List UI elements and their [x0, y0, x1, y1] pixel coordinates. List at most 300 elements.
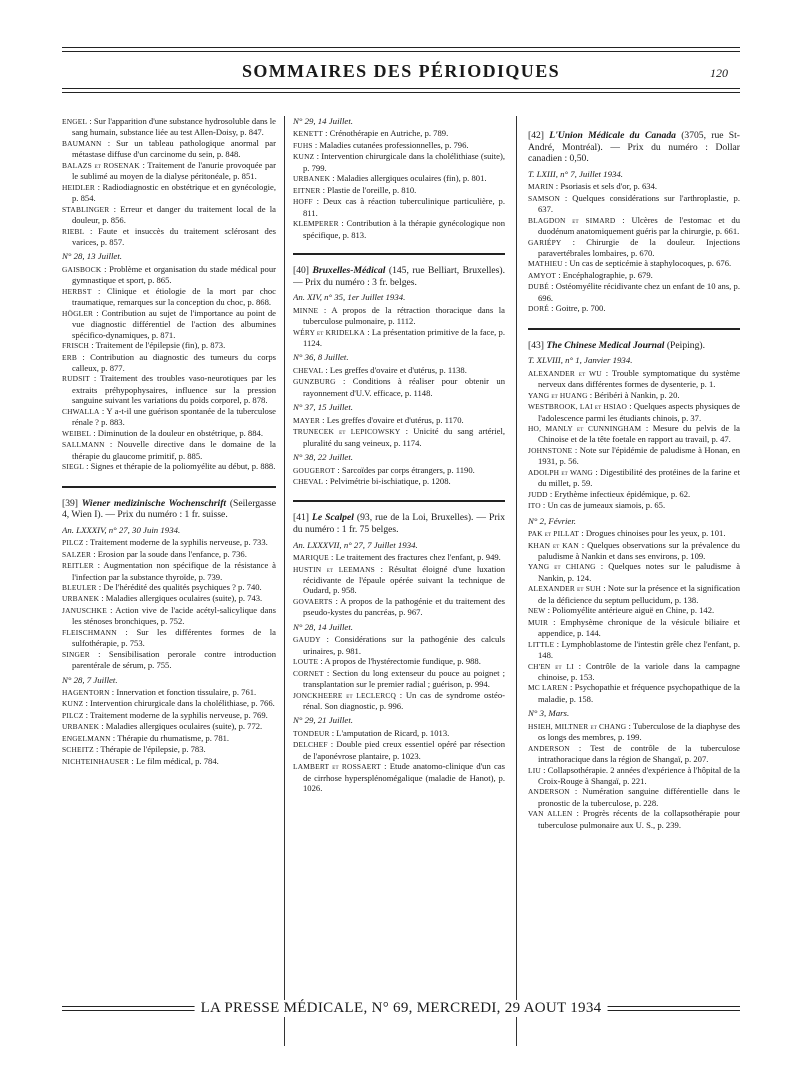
article-title: : Contribution au sujet de l'importance au point de vue diagnostic différentiel de l'action des albumines spécifico-dynamiques, p. 871. — [72, 307, 276, 340]
article-title: : Un cas de jumeaux siamois, p. 65. — [540, 500, 666, 511]
article-entry — [528, 281, 740, 303]
article-title: : Unicité du sang artériel, pluralité du sang veineux, p. 1174. — [303, 426, 505, 448]
issue-heading: N° 3, Mars. — [528, 708, 570, 719]
article-entry — [528, 489, 740, 500]
journal-name: L'Union Médicale du Canada — [549, 130, 676, 141]
article-entry — [293, 728, 505, 739]
entry-list — [293, 728, 505, 794]
article-author: LAMBERT et ROSSAERT — [293, 762, 381, 772]
article-title: : Le traitement des fractures chez l'enfant, p. 949. — [328, 552, 501, 563]
article-title: : Erreur et danger du traitement local de la douleur, p. 856. — [72, 203, 276, 226]
article-title: : Ostéomyélite récidivante chez un enfant de 10 ans, p. 696. — [538, 281, 740, 303]
article-author: CHEVAL — [293, 476, 324, 486]
article-entry — [293, 668, 505, 690]
article-entry — [62, 352, 276, 374]
article-entry — [293, 305, 505, 327]
article-author: ERB — [62, 352, 77, 362]
article-title: : Quelques considérations sur l'arthroplastie, p. 637. — [538, 192, 740, 215]
article-entry — [62, 182, 276, 204]
article-title: : Etude anatomo-clinique d'un cas de cirrhose hypersplénomégalique (maladie de Hanot), p. 1026. — [303, 761, 505, 794]
journal-heading-43 — [528, 340, 740, 352]
journal-name: The Chinese Medical Journal — [546, 339, 665, 351]
article-title: : Les greffes d'ovaire et d'utérus, p. 1170. — [320, 414, 464, 425]
article-title: : Résultat éloigné d'une luxation récidivante de l'épaule opérée suivant la technique de Oudard, p. 958. — [303, 563, 505, 596]
article-entry — [62, 537, 276, 548]
journal-details: (Seilergasse 4, Wien I). — Prix du numéro : 1 fr. suisse. — [62, 497, 276, 521]
entry-list — [528, 368, 740, 512]
article-title: : Considérations sur la pathogénie des calculs urinaires, p. 981. — [303, 634, 505, 656]
header-rule-top-2 — [62, 51, 740, 52]
article-title: : Action vive de l'acide acétyl-salicylique dans les sténoses bronchiques, p. 752. — [72, 604, 276, 627]
article-entry — [528, 540, 740, 562]
article-title: : Traitement moderne de la syphilis nerveuse, p. 733. — [83, 537, 268, 548]
issue-heading: N° 36, 8 Juillet. — [293, 352, 349, 363]
article-entry — [62, 204, 276, 226]
article-title: : Intervention chirurgicale dans la cholélithiase, p. 766. — [83, 698, 275, 709]
article-title: : Sur l'apparition d'une substance hydrosoluble dans le sang humain, substance liée au test Allen-Doisy, p. 847. — [72, 116, 276, 138]
column-separator-2 — [516, 116, 517, 1046]
article-title: : Quelques aspects physiques de l'adolescence parmi les étudiants chinois, p. 37. — [538, 401, 740, 423]
article-entry — [528, 368, 740, 390]
article-title: : Maladies allergiques oculaires (fin), p. 801. — [330, 173, 487, 184]
article-entry — [293, 128, 505, 139]
article-title: : Mesure du pelvis de la Chinoise et de la tête foetale en rapport au travail, p. 47. — [538, 422, 740, 445]
article-title: : Contrôle de la variole dans la campagne chinoise, p. 153. — [538, 660, 740, 682]
article-title: : Thérapie du rhumatisme, p. 781. — [110, 732, 230, 743]
article-author: WÉRY et KRIDELKA — [293, 327, 366, 337]
article-title: : Traitement de l'épilepsie (fin), p. 873. — [89, 340, 226, 351]
entry-list — [293, 305, 505, 349]
article-entry — [528, 500, 740, 511]
article-author: RUDSIT — [62, 374, 90, 384]
article-title: : De l'hérédité des qualités psychiques ? p. 740. — [96, 581, 262, 592]
article-entry — [293, 634, 505, 656]
entry-list — [293, 365, 505, 398]
article-title: : Thérapie de l'épilepsie, p. 783. — [93, 744, 206, 755]
section-separator — [293, 253, 505, 255]
article-entry — [293, 656, 505, 667]
article-author: URBANEK — [62, 594, 100, 604]
article-entry — [62, 116, 276, 138]
article-title: : Béribéri à Nankin, p. 20. — [587, 389, 680, 400]
article-entry — [528, 528, 740, 539]
article-author: FLEISCHMANN — [62, 627, 117, 637]
article-author: CHEVAL — [293, 365, 324, 375]
article-title: : Test de contrôle de la tuberculose intrathoracique dans la région de Shangaï, p. 207. — [538, 742, 740, 765]
article-title: : Un cas de syndrome ostéo-rénal. Son diagnostic, p. 996. — [303, 689, 505, 711]
article-author: HEIDLER — [62, 182, 96, 192]
article-author: KHAN et KAN — [528, 540, 579, 550]
article-entry — [528, 467, 740, 489]
article-entry — [528, 237, 740, 259]
issue-heading: N° 28, 14 Juillet. — [293, 621, 353, 632]
article-author: HÖGLER — [62, 308, 94, 318]
article-entry — [293, 327, 505, 349]
article-title: : Conditions à réaliser pour obtenir un rayonnement d'U.V. efficace, p. 1148. — [303, 376, 505, 398]
article-author: KLEMPERER — [293, 219, 339, 229]
entry-list — [62, 116, 276, 247]
article-author: YANG et HUANG — [528, 390, 588, 400]
article-entry — [62, 226, 276, 248]
article-author: BLAGDON et SIMARD — [528, 215, 616, 225]
section-separator — [528, 328, 740, 330]
article-title: : Psychopathie et fréquence psychopathique de la maladie, p. 158. — [538, 682, 740, 704]
article-entry — [293, 173, 505, 184]
article-title: : A propos de la rétraction thoracique dans la tuberculose pulmonaire, p. 1112. — [303, 304, 505, 327]
article-entry — [293, 476, 505, 487]
article-author: NICHTEINHAUSER — [62, 756, 130, 766]
article-author: KENETT — [293, 129, 323, 139]
article-entry — [62, 373, 276, 405]
article-entry — [62, 756, 276, 767]
article-title: : A propos de la pathogénie et du traitement des pseudo-kystes du pancréas, p. 967. — [303, 595, 505, 618]
article-entry — [528, 445, 740, 467]
header-rule-top — [62, 47, 740, 48]
article-author: WESTBROOK, LAI et HSIAO — [528, 402, 628, 412]
article-entry — [293, 739, 505, 761]
article-author: AMYOT — [528, 270, 557, 280]
article-author: FRISCH — [62, 341, 90, 351]
article-author: CH'EN et LI — [528, 661, 574, 671]
article-author: JOHNSTONE — [528, 445, 573, 455]
article-author: URBANEK — [62, 722, 100, 732]
issue-heading: T. LXIII, n° 7, Juillet 1934. — [528, 168, 623, 179]
article-title: : Diminution de la douleur en obstétrique, p. 884. — [91, 427, 263, 438]
article-author: SAMSON — [528, 193, 561, 203]
article-entry — [62, 549, 276, 560]
journal-details: (Peiping). — [664, 339, 705, 351]
issue-heading: N° 2, Février. — [528, 515, 576, 526]
article-author: BALAZS et ROSENAK — [62, 160, 140, 170]
article-entry — [528, 765, 740, 787]
article-title: : A propos de l'hystérectomie fundique, p. 988. — [318, 656, 481, 667]
journal-name: Bruxelles-Médical — [312, 264, 386, 276]
article-entry — [293, 376, 505, 398]
article-author: JUDD — [528, 489, 548, 499]
article-author: HERBST — [62, 286, 92, 296]
article-title: : Poliomyélite antérieure aiguë en Chine, p. 142. — [545, 605, 715, 616]
article-author: HOFF — [293, 197, 313, 207]
entry-list — [528, 721, 740, 831]
article-title: : Sarcoïdes par corps étrangers, p. 1190. — [335, 464, 475, 475]
article-author: HSIEH, MILTNER et CHANG — [528, 721, 627, 731]
article-title: : Les greffes d'ovaire et d'utérus, p. 1138. — [323, 364, 467, 375]
article-entry — [293, 151, 505, 173]
article-entry — [293, 218, 505, 240]
article-entry — [528, 639, 740, 661]
article-entry — [62, 160, 276, 182]
article-author: SIEGL — [62, 462, 84, 472]
article-author: MC LAREN — [528, 683, 568, 693]
article-entry — [62, 721, 276, 732]
article-title: : Problème et organisation du stade médical pour gymnastique et sport, p. 865. — [72, 263, 276, 286]
article-author: HUSTIN et LEEMANS — [293, 564, 375, 574]
article-title: : Faute et insuccès du traitement sclérosant des varices, p. 857. — [72, 225, 276, 247]
column-2 — [293, 116, 505, 1046]
entry-list — [528, 528, 740, 704]
article-entry — [528, 808, 740, 830]
article-entry — [528, 605, 740, 616]
entry-list — [293, 465, 505, 488]
article-title: : Le film médical, p. 784. — [129, 755, 219, 766]
article-author: MARIQUE — [293, 553, 329, 563]
article-author: GAISBOCK — [62, 264, 102, 274]
article-title: : Y a-t-il une guérison spontanée de la tuberculose rénale ? p. 883. — [72, 405, 276, 428]
article-entry — [62, 439, 276, 461]
article-author: ITO — [528, 501, 541, 511]
article-title: : Quelques observations sur la prévalence du paludisme à Nankin et dans ses environs, p. 109. — [538, 539, 740, 561]
entry-list — [293, 415, 505, 448]
article-entry — [62, 428, 276, 439]
entry-list — [293, 128, 505, 240]
article-entry — [293, 365, 505, 376]
article-entry — [293, 465, 505, 476]
article-author: ENGELMANN — [62, 733, 111, 743]
issue-heading: N° 37, 15 Juillet. — [293, 402, 353, 413]
article-title: : Drogues chinoises pour les yeux, p. 101. — [579, 528, 726, 539]
article-entry — [528, 270, 740, 281]
article-entry — [62, 627, 276, 649]
article-author: LIU — [528, 765, 541, 775]
article-entry — [293, 761, 505, 793]
article-title: : Clinique et étiologie de la mort par choc traumatique, remarques sur la conception du choc, p. 868. — [72, 285, 276, 308]
article-entry — [62, 138, 276, 160]
entry-list — [62, 537, 276, 670]
entry-list — [62, 687, 276, 767]
article-title: : Erythème infectieux épidémique, p. 62. — [547, 488, 691, 499]
article-entry — [528, 561, 740, 583]
article-author: SALZER — [62, 549, 92, 559]
journal-heading-41 — [293, 512, 505, 535]
article-author: BLEULER — [62, 582, 97, 592]
article-author: NEW — [528, 606, 546, 616]
article-entry — [62, 733, 276, 744]
journal-number: [43] — [528, 339, 547, 351]
article-author: MINNE — [293, 305, 319, 315]
article-author: HO, MANLY et CUNNINGHAM — [528, 423, 642, 433]
article-author: GARIÉPY — [528, 237, 562, 247]
article-entry — [293, 552, 505, 563]
article-entry — [528, 390, 740, 401]
journal-number: [41] — [293, 512, 312, 524]
article-entry — [528, 786, 740, 808]
article-author: GUNZBURG — [293, 377, 336, 387]
article-author: CHWALLA — [62, 406, 100, 416]
column-1 — [62, 116, 276, 1046]
journal-heading-42 — [528, 130, 740, 165]
article-entry — [528, 401, 740, 423]
journal-heading-40 — [293, 265, 505, 288]
journal-details: (145, rue Belliart, Bruxelles). — Prix du numéro : 3 fr. belges. — [293, 264, 505, 288]
journal-number: [40] — [293, 264, 313, 276]
article-title: : Tuberculose de la diaphyse des os longs des membres, p. 199. — [538, 720, 740, 743]
article-entry — [293, 415, 505, 426]
article-entry — [62, 710, 276, 721]
article-entry — [293, 426, 505, 448]
article-author: ENGEL — [62, 117, 88, 126]
article-title: : Note sur la présence et la signification de la déficience du septum pellucidum, p. 138. — [538, 583, 740, 605]
article-author: TRUNECEK et LEPICOWSKY — [293, 427, 401, 437]
article-title: : Chirurgie de la douleur. Injections paravertébrales lombaires, p. 670. — [538, 236, 740, 258]
article-entry — [62, 308, 276, 340]
article-title: : Trouble symptomatique du système nerveux dans différentes formes de dysenterie, p. 1. — [538, 367, 740, 390]
article-entry — [62, 264, 276, 286]
footer-text: LA PRESSE MÉDICALE, N° 69, MERCREDI, 29 AOUT 1934 — [195, 1000, 608, 1017]
article-entry — [293, 196, 505, 218]
journal-details: (3705, rue St-André, Montréal). — Prix du numéro : Dollar canadien : 0,50. — [528, 130, 740, 165]
article-title: : Sur un tableau pathologique anormal par métastase diffuse d'un carcinome du sein, p. 848. — [72, 137, 276, 160]
article-author: DELCHEF — [293, 740, 328, 750]
article-author: EITNER — [293, 185, 321, 195]
article-author: BAUMANN — [62, 138, 102, 148]
article-title: : Innervation et fonction tissulaire, p. 761. — [109, 687, 257, 698]
column-separator-1 — [284, 116, 285, 1046]
article-entry — [293, 690, 505, 712]
article-entry — [62, 461, 276, 472]
article-title: : Ulcères de l'estomac et du duodénum anatomiquement guéris par la chirurgie, p. 661. — [538, 214, 740, 237]
article-author: MUIR — [528, 617, 549, 627]
section-separator — [293, 500, 505, 502]
article-title: : Un cas de septicémie à staphylocoques, p. 676. — [562, 258, 732, 269]
article-author: SINGER — [62, 649, 90, 659]
article-title: : Maladies allergiques oculaires (suite), p. 743. — [99, 593, 263, 604]
header-rule-bottom-2 — [62, 92, 740, 93]
article-title: : Pelvimétrie bi-ischiatique, p. 1208. — [323, 475, 451, 486]
header-rule-bottom — [62, 88, 740, 89]
article-entry — [528, 721, 740, 743]
article-author: JONCKHEERE et LECLERCQ — [293, 690, 397, 700]
article-author: STABLINGER — [62, 204, 110, 214]
article-author: PAK et PILLAT — [528, 529, 580, 539]
article-title: : Sur les différentes formes de la sulfothérapie, p. 753. — [72, 626, 276, 649]
article-title: : Signes et thérapie de la poliomyélite au début, p. 888. — [83, 461, 276, 472]
article-author: SCHEITZ — [62, 745, 94, 755]
journal-number: [39] — [62, 497, 82, 509]
article-author: REITLER — [62, 561, 94, 571]
article-author: VAN ALLEN — [528, 809, 573, 819]
article-author: MARIN — [528, 182, 554, 192]
entry-list — [528, 181, 740, 314]
article-author: ANDERSON — [528, 743, 570, 753]
article-author: PILCZ — [62, 710, 84, 720]
entry-list — [62, 264, 276, 473]
journal-details: (93, rue de la Loi, Bruxelles). — Prix du numéro : 1 fr. 75 belges. — [293, 512, 505, 536]
article-title: : Contribution au diagnostic des tumeurs du corps calleux, p. 877. — [72, 351, 276, 373]
article-entry — [293, 185, 505, 196]
article-entry — [528, 743, 740, 765]
article-entry — [528, 423, 740, 445]
article-entry — [528, 303, 740, 314]
article-entry — [62, 649, 276, 671]
article-author: TONDEUR — [293, 728, 330, 738]
entry-list — [293, 634, 505, 711]
article-title: : Nouvelle directive dans le domaine de la thérapie du glaucome primitif, p. 885. — [72, 439, 276, 461]
section-separator — [62, 486, 276, 488]
article-entry — [62, 698, 276, 709]
article-entry — [293, 140, 505, 151]
issue-heading: N° 28, 7 Juillet. — [62, 674, 118, 685]
article-title: : Sensibilisation perorale contre introduction parentérale de sérum, p. 755. — [72, 648, 276, 671]
article-title: : Digestibilité des protéines de la farine et du millet, p. 59. — [538, 466, 740, 489]
article-author: GOUGEROT — [293, 465, 336, 475]
article-title: : Goitre, p. 700. — [548, 303, 606, 314]
article-title: : Intervention chirurgicale dans la cholélithiase (suite), p. 799. — [303, 151, 505, 173]
article-title: : La présentation primitive de la face, p. 1124. — [303, 326, 505, 348]
article-author: ADOLPH et WANG — [528, 467, 593, 477]
article-entry — [528, 258, 740, 269]
article-entry — [293, 564, 505, 596]
page-title: SOMMAIRES DES PÉRIODIQUES — [241, 61, 561, 81]
entry-list — [293, 552, 505, 618]
article-title: : L'amputation de Ricard, p. 1013. — [329, 727, 450, 738]
article-author: YANG et CHIANG — [528, 562, 596, 572]
article-author: JANUSCHKE — [62, 605, 107, 615]
article-entry — [528, 215, 740, 237]
article-author: MAYER — [293, 415, 321, 425]
article-author: RIEBL — [62, 226, 85, 236]
article-author: ANDERSON — [528, 787, 570, 797]
column-3 — [528, 116, 740, 1046]
article-title: : Crénothérapie en Autriche, p. 789. — [322, 128, 449, 139]
article-entry — [528, 181, 740, 192]
article-author: GOVAERTS — [293, 596, 333, 606]
article-author: GAUDY — [293, 635, 321, 645]
article-author: ALEXANDER et SUH — [528, 584, 602, 594]
article-author: URBANEK — [293, 174, 331, 184]
article-title: : Maladies allergiques oculaires (suite), p. 772. — [99, 721, 263, 732]
issue-heading: N° 29, 14 Juillet. — [293, 116, 353, 126]
article-author: MATHIEU — [528, 259, 563, 269]
article-title: : Erosion par la soude dans l'enfance, p. 736. — [91, 548, 247, 559]
article-title: : Progrès récents de la collapsothérapie pour tuberculose pulmonaire aux U. S., p. 239. — [538, 808, 740, 830]
article-title: : Emphysème chronique de la vésicule biliaire et appendice, p. 144. — [538, 616, 740, 639]
article-entry — [528, 617, 740, 639]
article-entry — [293, 596, 505, 618]
article-entry — [62, 340, 276, 351]
article-title: : Traitement des troubles vaso-neurotiques par les extraits préhypophysaires, influence sur la pression sanguine suivant les variations du poids corporel, p. 878. — [72, 373, 276, 406]
article-author: FUHS — [293, 140, 313, 150]
article-entry — [62, 687, 276, 698]
article-entry — [528, 682, 740, 704]
article-author: DUBÉ — [528, 282, 549, 292]
article-author: HAGENTORN — [62, 688, 110, 698]
article-title: : Collapsothérapie. 2 années d'expérience à l'hôpital de la Croix-Rouge à Shangaï, p. 221. — [538, 764, 740, 787]
article-author: SALLMANN — [62, 440, 105, 450]
article-entry — [62, 582, 276, 593]
article-title: : Encéphalographie, p. 679. — [556, 269, 653, 280]
article-author: KUNZ — [293, 152, 315, 162]
article-entry — [62, 744, 276, 755]
article-title: : Traitement de l'anurie provoquée par le sublimé au moyen de la dialyse péritonéale, p. 851. — [72, 159, 276, 182]
article-title: : Traitement moderne de la syphilis nerveuse, p. 769. — [83, 709, 268, 720]
article-entry — [528, 661, 740, 683]
article-title: : Deux cas à réaction tuberculinique particulière, p. 811. — [303, 196, 505, 218]
journal-number: [42] — [528, 130, 550, 141]
article-entry — [62, 605, 276, 627]
article-title: : Augmentation non spécifique de la résistance à l'infection par la substance thyroïde, p. 739. — [72, 560, 276, 582]
article-author: LITTLE — [528, 639, 555, 649]
issue-heading: An. LXXXIV, n° 27, 30 Juin 1934. — [62, 524, 181, 535]
footer — [62, 1000, 740, 1018]
journal-name: Le Scalpel — [312, 512, 354, 524]
article-title: : Numération sanguine différentielle dans le pronostic de la tuberculose, p. 228. — [538, 786, 740, 808]
journal-name: Wiener medizinische Wochenschrift — [81, 497, 227, 509]
article-entry — [62, 286, 276, 308]
article-title: : Note sur l'épidémie de paludisme à Honan, en 1931, p. 56. — [538, 444, 740, 467]
article-entry — [62, 406, 276, 428]
article-title: : Quelques notes sur le paludisme à Nankin, p. 124. — [538, 561, 740, 583]
journal-heading-39 — [62, 498, 276, 521]
